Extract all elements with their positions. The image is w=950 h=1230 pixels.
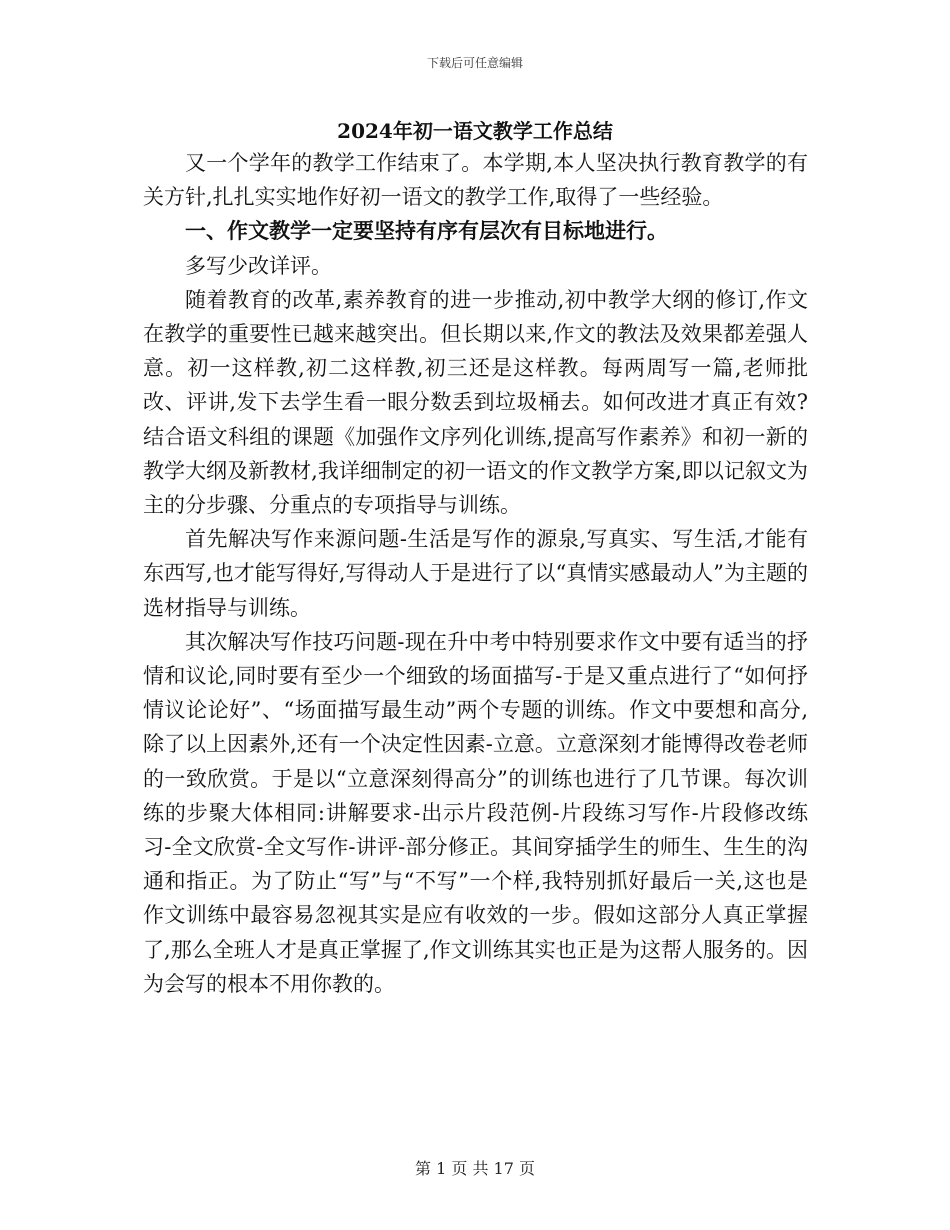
body-paragraph: 随着教育的改革,素养教育的进一步推动,初中教学大纲的修订,作文在教学的重要性已越来越突出。但长期以来,作文的教法及效果都差强人意。初一这样教,初二这样教,初三还是这样教。每两周写一篇,老师批改、评讲,发下去学生看一眼分数丢到垃圾桶去。如何改进才真正有效?结合语文科组的课题《加强作文序列化训练,提高写作素养》和初一新的教学大纲及新教材,我详细制定的初一语文的作文教学方案,即以记叙文为主的分步骤、分重点的专项指导与训练。 bbox=[143, 287, 808, 518]
document-title: 2024年初一语文教学工作总结 bbox=[337, 119, 613, 143]
subheading-paragraph: 多写少改详评。 bbox=[185, 253, 332, 278]
body-paragraph: 首先解决写作来源问题-生活是写作的源泉,写真实、写生活,才能有东西写,也才能写得好,写得动人于是进行了以“真情实感最动人”为主题的选材指导与训练。 bbox=[143, 527, 808, 620]
page-number: 第 1 页 共 17 页 bbox=[415, 1159, 535, 1178]
header-note: 下载后可任意编辑 bbox=[426, 56, 523, 70]
section-heading: 一、作文教学一定要坚持有序有层次有目标地进行。 bbox=[185, 218, 668, 244]
document-body bbox=[143, 146, 808, 1001]
intro-paragraph: 又一个学年的教学工作结束了。本学期,本人坚决执行教育教学的有关方针,扎扎实实地作好初一语文的教学工作,取得了一些经验。 bbox=[143, 151, 808, 210]
body-paragraph: 其次解决写作技巧问题-现在升中考中特别要求作文中要有适当的抒情和议论,同时要有至少一个细致的场面描写-于是又重点进行了“如何抒情议论论好”、“场面描写最生动”两个专题的训练。作文中要想和高分,除了以上因素外,还有一个决定性因素-立意。立意深刻才能博得改卷老师的一致欣赏。于是以“立意深刻得高分”的训练也进行了几节课。每次训练的步聚大体相同:讲解要求-出示片段范例-片段练习写作-片段修改练习-全文欣赏-全文写作-讲评-部分修正。其间穿插学生的师生、生生的沟通和指正。为了防止“写”与“不写”一个样,我特别抓好最后一关,这也是作文训练中最容易忽视其实是应有收效的一步。假如这部分人真正掌握了,那么全班人才是真正掌握了,作文训练其实也正是为这帮人服务的。因为会写的根本不用你教的。 bbox=[143, 629, 808, 996]
